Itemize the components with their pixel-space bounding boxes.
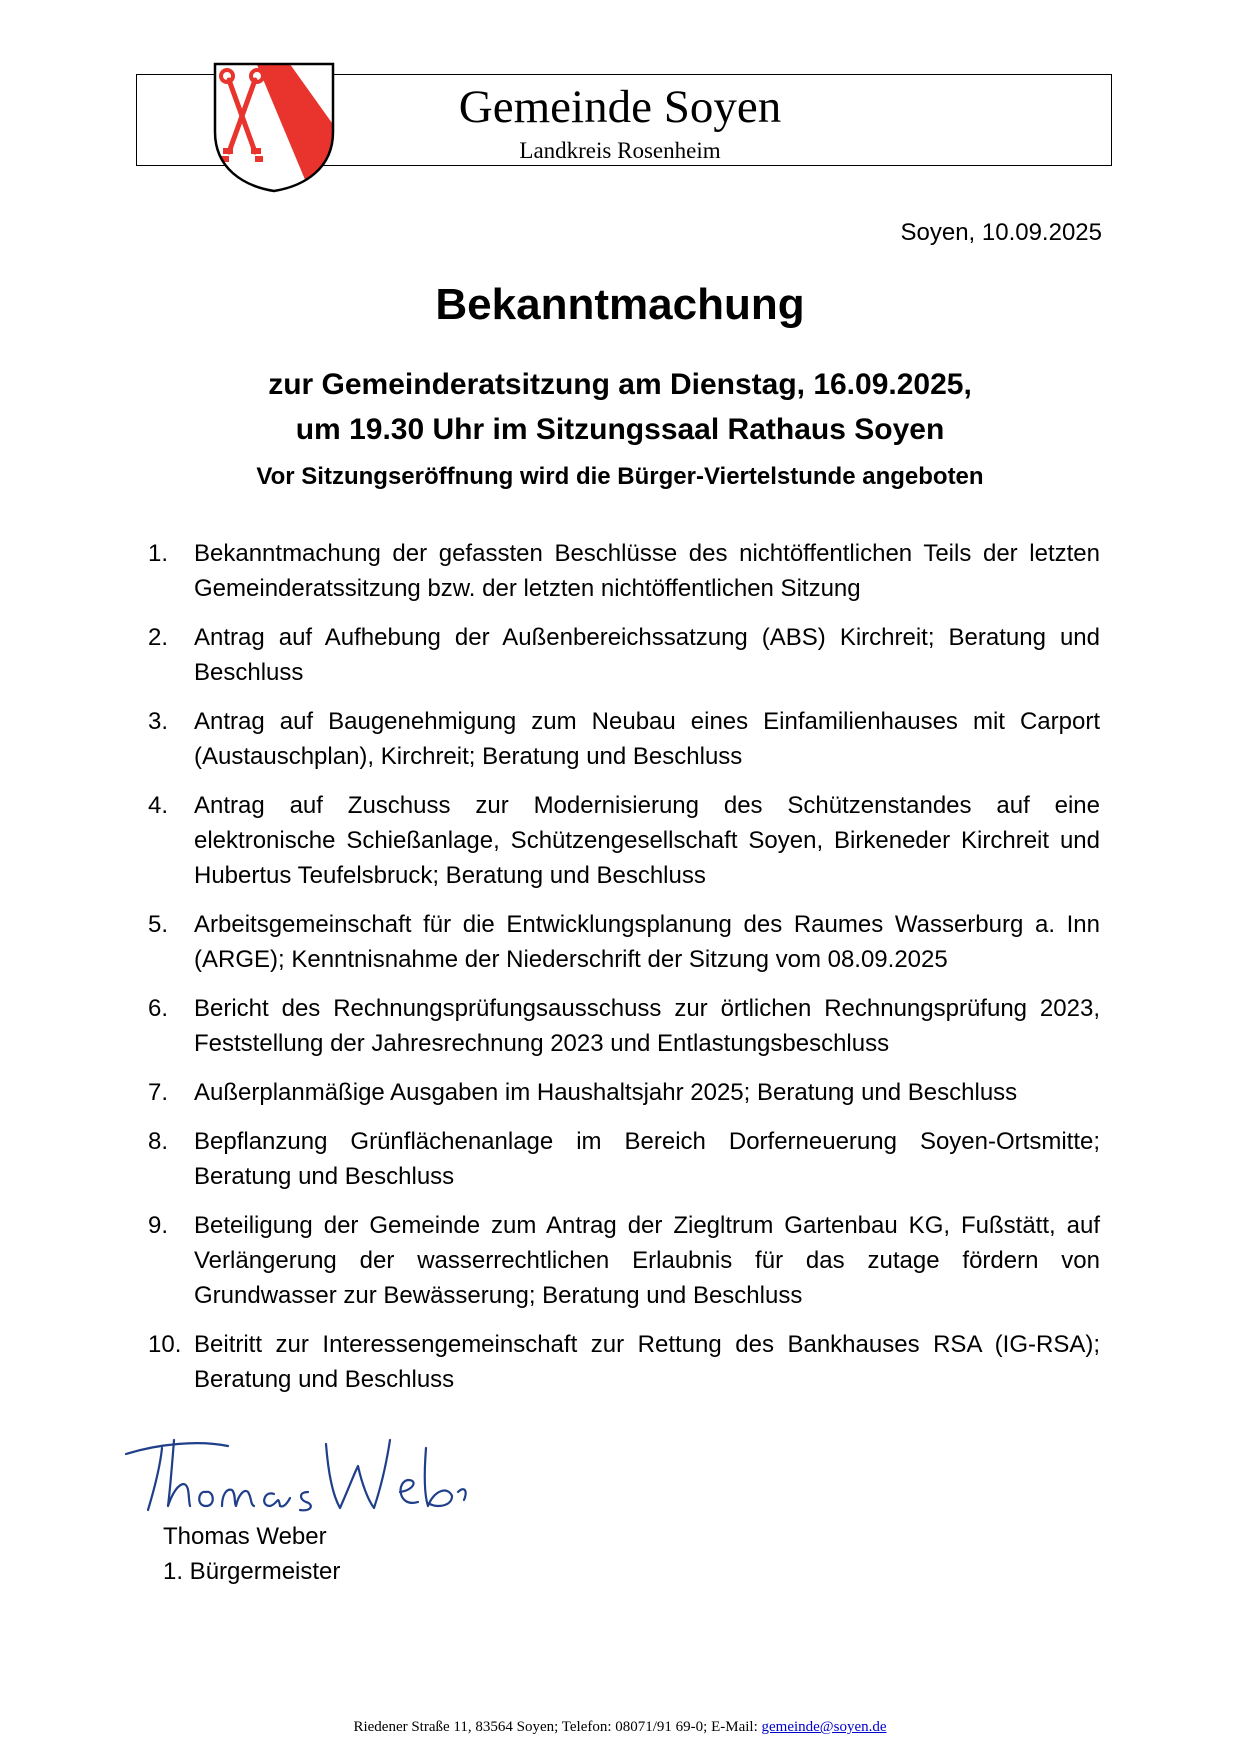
agenda-item <box>148 907 1100 977</box>
agenda-item-text: Antrag auf Aufhebung der Außenbereichssatzung (ABS) Kirchreit; Beratung und Beschluss <box>194 624 1100 686</box>
agenda-item-text: Beteiligung der Gemeinde zum Antrag der Ziegltrum Gartenbau KG, Fußstätt, auf Verlängerung der wasserrechtlichen Erlaubnis für das zutage fördern von Grundwasser zur Bewässerung; Beratung und Beschluss <box>194 1212 1100 1309</box>
subtitle-line-location: um 19.30 Uhr im Sitzungssaal Rathaus Soyen <box>295 413 945 446</box>
org-name: Gemeinde Soyen <box>458 81 782 133</box>
agenda-item-number: 9. <box>148 1212 169 1239</box>
agenda-item-text: Antrag auf Zuschuss zur Modernisierung des Schützenstandes auf eine elektronische Schießanlage, Schützengesellschaft Soyen, Birkeneder Kirchreit und Hubertus Teufelsbruck; Beratung und Beschluss <box>194 792 1100 889</box>
agenda-item <box>148 704 1100 774</box>
date-line: Soyen, 10.09.2025 <box>900 219 1102 246</box>
agenda-item-text: Bekanntmachung der gefassten Beschlüsse des nichtöffentlichen Teils der letzten Gemeinderatssitzung bzw. der letzten nichtöffentlichen Sitzung <box>194 540 1100 602</box>
agenda-item-number: 6. <box>148 995 169 1022</box>
agenda-item <box>148 1075 1100 1110</box>
meeting-subtitle <box>0 362 1240 452</box>
handwritten-signature <box>118 1410 468 1520</box>
agenda-item <box>148 991 1100 1061</box>
agenda-item-text: Arbeitsgemeinschaft für die Entwicklungsplanung des Raumes Wasserburg a. Inn (ARGE); Kenntnisnahme der Niederschrift der Sitzung vom 08.09.2025 <box>194 911 1100 973</box>
agenda-item <box>148 1208 1100 1313</box>
agenda-item-number: 7. <box>148 1079 169 1106</box>
footer-address: Riedener Straße 11, 83564 Soyen; Telefon: 08071/91 69-0; E-Mail: <box>353 1719 762 1735</box>
org-district: Landkreis Rosenheim <box>519 138 721 163</box>
footer-email-link[interactable]: gemeinde@soyen.de <box>761 1719 887 1735</box>
subtitle-line-date: zur Gemeinderatsitzung am Dienstag, 16.09.2025, <box>268 368 972 401</box>
signer-role: 1. Bürgermeister <box>163 1558 341 1585</box>
agenda-item-number: 5. <box>148 911 169 938</box>
agenda-item-number: 10. <box>148 1331 182 1358</box>
agenda-item-number: 8. <box>148 1128 169 1155</box>
citizen-notice: Vor Sitzungseröffnung wird die Bürger-Viertelstunde angeboten <box>256 463 984 490</box>
agenda-item-text: Außerplanmäßige Ausgaben im Haushaltsjahr 2025; Beratung und Beschluss <box>194 1079 1018 1106</box>
agenda-item-number: 2. <box>148 624 169 651</box>
agenda-item-text: Bepflanzung Grünflächenanlage im Bereich Dorferneuerung Soyen-Ortsmitte; Beratung und Beschluss <box>194 1128 1100 1190</box>
agenda-item <box>148 1124 1100 1194</box>
agenda-item <box>148 1327 1100 1397</box>
agenda-item-number: 3. <box>148 708 169 735</box>
agenda-item-number: 4. <box>148 792 169 819</box>
agenda-item <box>148 620 1100 690</box>
agenda-item <box>148 788 1100 893</box>
signer-name: Thomas Weber <box>163 1523 327 1550</box>
agenda-item-text: Bericht des Rechnungsprüfungsausschuss zur örtlichen Rechnungsprüfung 2023, Feststellung der Jahresrechnung 2023 und Entlastungsbeschluss <box>194 995 1100 1057</box>
agenda-item-number: 1. <box>148 540 169 567</box>
agenda-list <box>148 536 1100 1411</box>
footer-contact <box>0 1717 1240 1737</box>
agenda-item-text: Antrag auf Baugenehmigung zum Neubau eines Einfamilienhauses mit Carport (Austauschplan), Kirchreit; Beratung und Beschluss <box>194 708 1100 770</box>
agenda-item <box>148 536 1100 606</box>
page-title: Bekanntmachung <box>435 280 805 329</box>
agenda-item-text: Beitritt zur Interessengemeinschaft zur Rettung des Bankhauses RSA (IG-RSA); Beratung und Beschluss <box>194 1331 1100 1393</box>
